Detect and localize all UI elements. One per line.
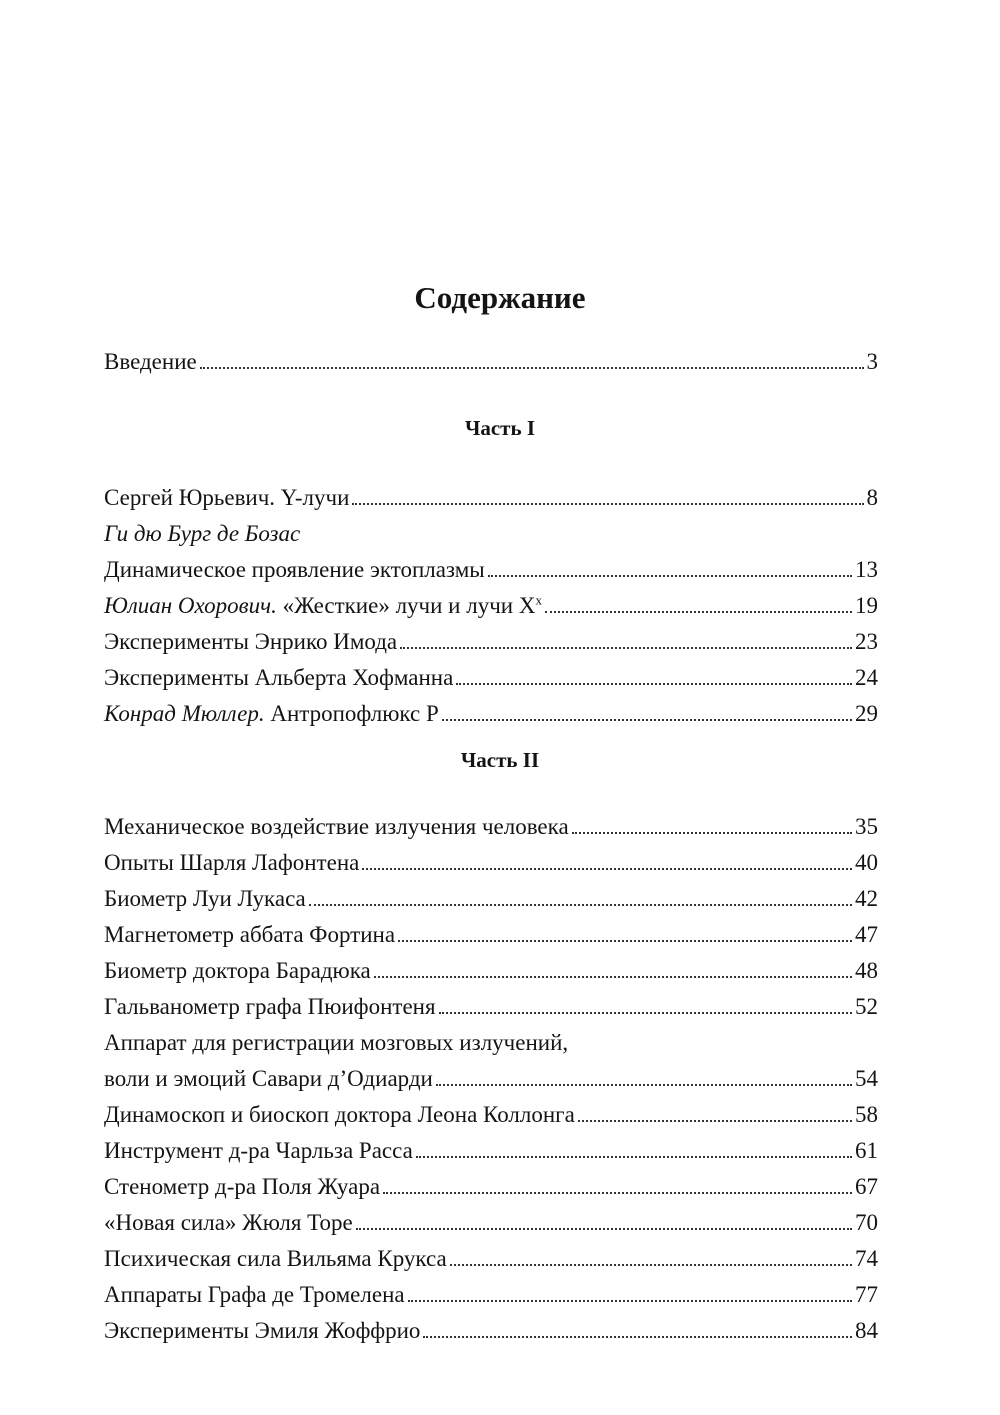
dot-leader [439,1012,852,1014]
toc-page-number: 24 [855,665,878,690]
toc-entry-title: «Новая сила» Жюля Торе [104,1210,353,1235]
dot-leader [352,503,863,505]
toc-entry[interactable] [104,1061,878,1097]
toc-entry[interactable] [104,480,878,516]
toc-page-number: 77 [855,1282,878,1307]
dot-leader [436,1084,852,1086]
toc-page-number: 54 [855,1066,878,1091]
toc-entry-author: Конрад Мюллер. [104,701,265,726]
dot-leader [309,904,852,906]
toc-entry[interactable] [104,881,878,917]
dot-leader [400,647,852,649]
part-1-heading: Часть I [464,416,536,440]
toc-page-number: 35 [855,814,878,839]
toc-entry-title: Биометр Луи Лукаса [104,886,306,911]
toc-page-number: 42 [855,886,878,911]
toc-entry[interactable] [104,917,878,953]
toc-entry-title: Введение [104,349,197,374]
dot-leader [442,719,852,721]
dot-leader [456,683,852,685]
toc-entry[interactable] [104,1133,878,1169]
toc-entry-title: Механическое воздействие излучения человека [104,814,569,839]
toc-entry[interactable] [104,696,878,732]
toc-page-number: 29 [855,701,878,726]
part-2-heading: Часть II [460,748,540,772]
toc-entry-title [104,696,439,732]
toc-entry-intro[interactable] [104,344,878,380]
toc-entry-title: Психическая сила Вильяма Крукса [104,1246,447,1271]
toc-entry[interactable] [104,624,878,660]
toc-entry-title: воли и эмоций Савари д’Одиарди [104,1066,433,1091]
toc-entry[interactable] [104,588,878,624]
toc-entry-text: «Жесткие» лучи и лучи X [276,593,536,618]
toc-page-number: 67 [855,1174,878,1199]
toc-entry[interactable] [104,1169,878,1205]
toc-entry-title: Аппараты Графа де Тромелена [104,1282,405,1307]
toc-page-number: 58 [855,1102,878,1127]
dot-leader [423,1336,852,1338]
toc-entry-title: Гальванометр графа Пюифонтеня [104,994,436,1019]
dot-leader [383,1192,852,1194]
toc-entry[interactable] [104,1241,878,1277]
toc-page-number: 23 [855,629,878,654]
toc-entry-author-line[interactable] [104,516,878,552]
dot-leader [578,1120,852,1122]
toc-page-number: 74 [855,1246,878,1271]
toc-page-number: 48 [855,958,878,983]
toc-intro [104,344,878,380]
toc-page-number: 84 [855,1318,878,1343]
toc-entry[interactable] [104,1205,878,1241]
toc-entry-title: Инструмент д-ра Чарльза Расса [104,1138,413,1163]
dot-leader [572,832,852,834]
toc-entry-author: Ги дю Бург де Бозас [104,521,301,546]
toc-entry-text: Антропофлюкс Р [264,701,439,726]
toc-entry-first-line[interactable]: Аппарат для регистрации мозговых излучений, [104,1030,569,1055]
toc-page-number: 52 [855,994,878,1019]
toc-page-number: 19 [855,593,878,618]
toc-entry-title: Магнетометр аббата Фортина [104,922,396,947]
dot-leader [374,976,852,978]
dot-leader [200,367,864,369]
toc-entry[interactable] [104,552,878,588]
toc-entry-title: Эксперименты Альберта Хофманна [104,665,454,690]
toc-page-number: 3 [866,349,878,374]
toc-page-number: 13 [855,557,878,582]
toc-page-number: 47 [855,922,878,947]
toc-entry-title: Стенометр д-ра Поля Жуара [104,1174,381,1199]
dot-leader [545,611,852,613]
toc-entry-title: Эксперименты Эмиля Жоффрио [104,1318,421,1343]
toc-entry-title: Опыты Шарля Лафонтена [104,850,360,875]
toc-entry-title [104,588,542,624]
toc-entry[interactable] [104,809,878,845]
dot-leader [416,1156,852,1158]
dot-leader [398,940,852,942]
dot-leader [450,1264,852,1266]
superscript: x [535,592,542,608]
toc-page-number: 61 [855,1138,878,1163]
toc-entry-title: Динамоскоп и биоскоп доктора Леона Коллонга [104,1102,575,1127]
dot-leader [362,868,852,870]
toc-entry[interactable] [104,953,878,989]
toc-entry[interactable] [104,989,878,1025]
toc-entry-title: Биометр доктора Барадюка [104,958,371,983]
toc-page-number: 70 [855,1210,878,1235]
toc-part-1 [104,480,878,732]
dot-leader [408,1300,852,1302]
toc-page-number: 40 [855,850,878,875]
toc-page-number: 8 [866,485,878,510]
dot-leader [488,575,852,577]
toc-entry[interactable] [104,1277,878,1313]
toc-entry-title: Сергей Юрьевич. Y-лучи [104,485,350,510]
toc-entry-title: Эксперименты Энрико Имода [104,629,398,654]
toc-entry-title: Динамическое проявление эктоплазмы [104,557,485,582]
toc-entry[interactable] [104,1097,878,1133]
toc-entry-author: Юлиан Охорович. [104,593,277,618]
toc-entry[interactable] [104,845,878,881]
toc-entry[interactable] [104,660,878,696]
dot-leader [356,1228,852,1230]
toc-part-2 [104,809,878,1349]
toc-entry[interactable] [104,1313,878,1349]
page-title: Содержание [414,280,586,315]
